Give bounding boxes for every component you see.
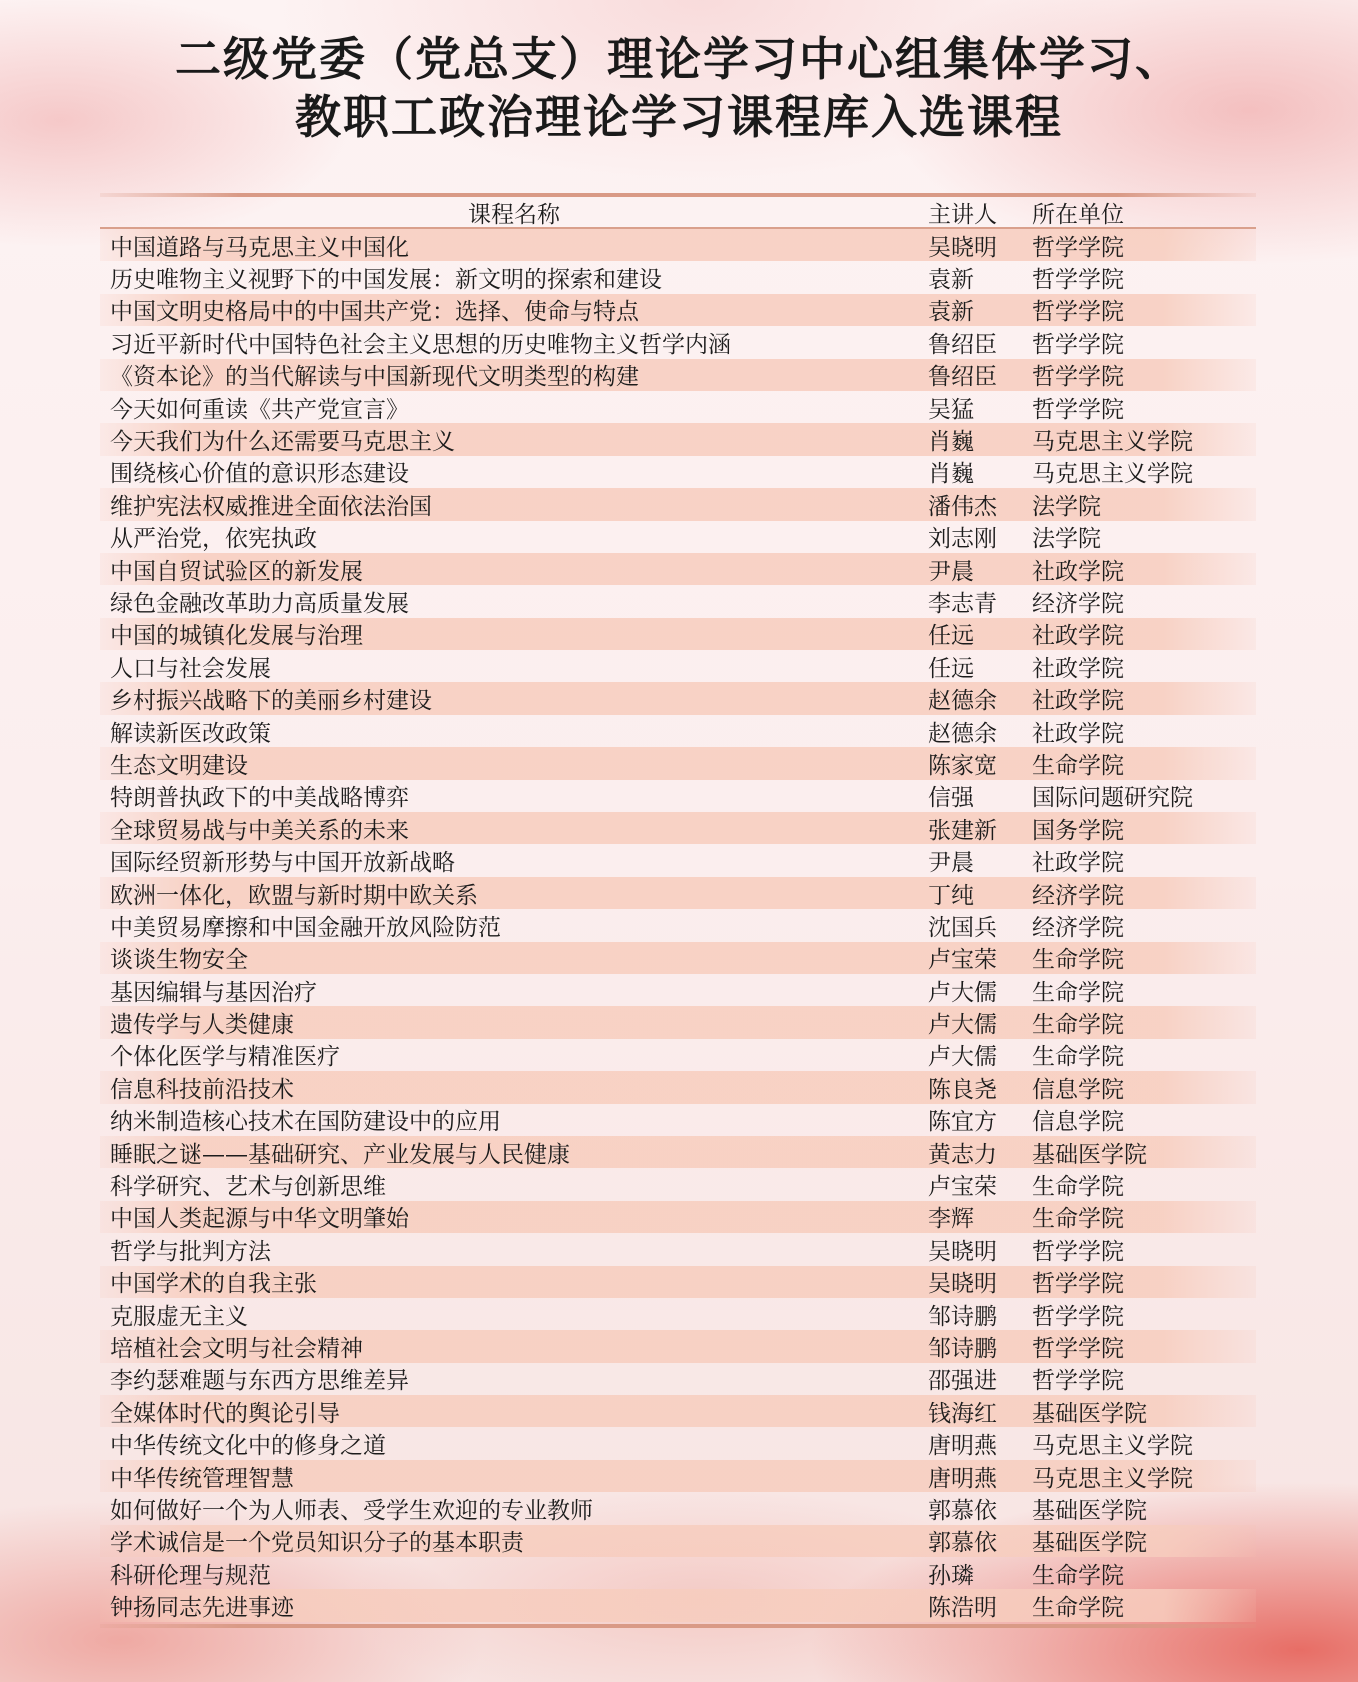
table-row [100,650,1256,682]
lecturer-cell: 孙璘 [928,1562,974,1589]
lecturer-cell: 鲁绍臣 [928,331,997,358]
table-row [100,1363,1256,1395]
table-row [100,326,1256,358]
lecturer-cell: 吴晓明 [928,1238,997,1265]
table-row [100,844,1256,876]
table-row [100,1525,1256,1557]
course-cell: 纳米制造核心技术在国防建设中的应用 [110,1109,501,1136]
unit-cell: 信息学院 [1032,1109,1124,1136]
unit-cell: 哲学学院 [1032,267,1124,294]
table-row [100,1395,1256,1427]
table-row [100,488,1256,520]
lecturer-cell: 邵强进 [928,1368,997,1395]
unit-cell: 哲学学院 [1032,364,1124,391]
table-row [100,780,1256,812]
course-cell: 全球贸易战与中美关系的未来 [110,817,409,844]
course-cell: 围绕核心价值的意识形态建设 [110,461,409,488]
course-cell: 克服虚无主义 [110,1303,248,1330]
unit-cell: 法学院 [1032,493,1101,520]
course-cell: 中国学术的自我主张 [110,1271,317,1298]
unit-cell: 哲学学院 [1032,1303,1124,1330]
header-unit: 所在单位 [1032,201,1124,228]
lecturer-cell: 卢大儒 [928,1044,997,1071]
course-cell: 中国人类起源与中华文明肇始 [110,1206,409,1233]
course-cell: 培植社会文明与社会精神 [110,1335,363,1362]
lecturer-cell: 任远 [928,655,974,682]
lecturer-cell: 郭慕依 [928,1497,997,1524]
lecturer-cell: 尹晨 [928,558,974,585]
unit-cell: 经济学院 [1032,591,1124,617]
table-row [100,1298,1256,1330]
course-cell: 国际经贸新形势与中国开放新战略 [110,850,455,877]
unit-cell: 基础医学院 [1032,1141,1147,1168]
table-row [100,294,1256,326]
table-row [100,1136,1256,1168]
lecturer-cell: 信强 [928,785,974,812]
course-cell: 习近平新时代中国特色社会主义思想的历史唯物主义哲学内涵 [110,331,731,358]
lecturer-cell: 陈良尧 [928,1076,997,1103]
table-row [100,456,1256,488]
title-line-2: 教职工政治理论学习课程库入选课程 [295,90,1063,144]
course-cell: 中华传统文化中的修身之道 [110,1433,386,1460]
unit-cell: 生命学院 [1032,1012,1124,1039]
table-row [100,747,1256,779]
lecturer-cell: 李辉 [928,1206,974,1233]
table-row [100,812,1256,844]
lecturer-cell: 潘伟杰 [928,493,997,520]
table-row [100,261,1256,293]
header-lecturer: 主讲人 [928,201,997,228]
lecturer-cell: 袁新 [928,299,974,326]
course-cell: 中华传统管理智慧 [110,1465,294,1492]
course-cell: 人口与社会发展 [110,655,271,682]
table-row [100,1104,1256,1136]
lecturer-cell: 赵德余 [928,688,997,715]
unit-cell: 社政学院 [1032,558,1124,585]
course-cell: 哲学与批判方法 [110,1238,271,1265]
unit-cell: 生命学院 [1032,979,1124,1006]
course-cell: 科学研究、艺术与创新思维 [110,1174,386,1201]
lecturer-cell: 陈浩明 [928,1595,997,1622]
course-cell: 学术诚信是一个党员知识分子的基本职责 [110,1530,524,1557]
unit-cell: 生命学院 [1032,1595,1124,1622]
unit-cell: 社政学院 [1032,850,1124,877]
course-cell: 谈谈生物安全 [110,947,248,974]
lecturer-cell: 吴晓明 [928,1271,997,1298]
unit-cell: 法学院 [1032,526,1101,553]
table-row [100,1233,1256,1265]
unit-cell: 国务学院 [1032,817,1124,844]
table-row [100,585,1256,617]
lecturer-cell: 赵德余 [928,720,997,747]
lecturer-cell: 邹诗鹏 [928,1335,997,1362]
table-row [100,1589,1256,1621]
unit-cell: 马克思主义学院 [1032,461,1193,488]
lecturer-cell: 唐明燕 [928,1465,997,1492]
table-body [100,229,1256,1622]
title-line-1: 二级党委（党总支）理论学习中心组集体学习、 [175,32,1183,86]
table-row [100,553,1256,585]
unit-cell: 基础医学院 [1032,1530,1147,1557]
course-cell: 遗传学与人类健康 [110,1012,294,1039]
course-cell: 从严治党，依宪执政 [110,526,317,553]
course-cell: 李约瑟难题与东西方思维差异 [110,1368,409,1395]
table-bottom-rule [100,1624,1256,1628]
lecturer-cell: 卢宝荣 [928,1174,997,1201]
unit-cell: 生命学院 [1032,1174,1124,1201]
table-row [100,909,1256,941]
table-row [100,391,1256,423]
lecturer-cell: 李志青 [928,591,997,617]
course-cell: 欧洲一体化，欧盟与新时期中欧关系 [110,882,478,909]
unit-cell: 哲学学院 [1032,234,1124,261]
lecturer-cell: 刘志刚 [928,526,997,553]
lecturer-cell: 张建新 [928,817,997,844]
lecturer-cell: 任远 [928,623,974,650]
table-row [100,359,1256,391]
lecturer-cell: 郭慕依 [928,1530,997,1557]
unit-cell: 经济学院 [1032,914,1124,941]
lecturer-cell: 鲁绍臣 [928,364,997,391]
course-cell: 生态文明建设 [110,752,248,779]
unit-cell: 社政学院 [1032,623,1124,650]
unit-cell: 马克思主义学院 [1032,1433,1193,1460]
table-row [100,942,1256,974]
course-cell: 如何做好一个为人师表、受学生欢迎的专业教师 [110,1497,593,1524]
course-cell: 个体化医学与精准医疗 [110,1044,340,1071]
unit-cell: 社政学院 [1032,720,1124,747]
course-cell: 维护宪法权威推进全面依法治国 [110,493,432,520]
lecturer-cell: 卢宝荣 [928,947,997,974]
course-cell: 中国自贸试验区的新发展 [110,558,363,585]
table-row [100,682,1256,714]
course-cell: 全媒体时代的舆论引导 [110,1400,340,1427]
lecturer-cell: 钱海红 [928,1400,997,1427]
table-row [100,521,1256,553]
unit-cell: 信息学院 [1032,1076,1124,1103]
unit-cell: 经济学院 [1032,882,1124,909]
unit-cell: 哲学学院 [1032,1238,1124,1265]
table-row [100,715,1256,747]
course-cell: 科研伦理与规范 [110,1562,271,1589]
unit-cell: 生命学院 [1032,752,1124,779]
table-row [100,1071,1256,1103]
table-row [100,423,1256,455]
lecturer-cell: 吴猛 [928,396,974,423]
table-row [100,1492,1256,1524]
lecturer-cell: 袁新 [928,267,974,294]
lecturer-cell: 唐明燕 [928,1433,997,1460]
course-cell: 信息科技前沿技术 [110,1076,294,1103]
course-cell: 基因编辑与基因治疗 [110,979,317,1006]
unit-cell: 社政学院 [1032,688,1124,715]
course-cell: 乡村振兴战略下的美丽乡村建设 [110,688,432,715]
unit-cell: 哲学学院 [1032,396,1124,423]
unit-cell: 生命学院 [1032,1562,1124,1589]
table-header-row [100,197,1256,229]
lecturer-cell: 陈家宽 [928,752,997,779]
table-row [100,1039,1256,1071]
course-cell: 解读新医改政策 [110,720,271,747]
table-row [100,618,1256,650]
lecturer-cell: 陈宜方 [928,1109,997,1136]
course-cell: 钟扬同志先进事迹 [110,1595,294,1622]
unit-cell: 哲学学院 [1032,1335,1124,1362]
course-cell: 中国的城镇化发展与治理 [110,623,363,650]
course-cell: 中国道路与马克思主义中国化 [110,234,409,261]
lecturer-cell: 丁纯 [928,882,974,909]
table-row [100,1460,1256,1492]
table-row [100,877,1256,909]
unit-cell: 生命学院 [1032,1044,1124,1071]
course-cell: 《资本论》的当代解读与中国新现代文明类型的构建 [110,364,639,391]
table-row [100,1427,1256,1459]
unit-cell: 基础医学院 [1032,1497,1147,1524]
course-cell: 特朗普执政下的中美战略博弈 [110,785,409,812]
course-cell: 中国文明史格局中的中国共产党：选择、使命与特点 [110,299,639,326]
table-row [100,1006,1256,1038]
course-cell: 中美贸易摩擦和中国金融开放风险防范 [110,914,501,941]
table-row [100,1168,1256,1200]
lecturer-cell: 肖巍 [928,429,974,456]
unit-cell: 社政学院 [1032,655,1124,682]
unit-cell: 哲学学院 [1032,331,1124,358]
lecturer-cell: 肖巍 [928,461,974,488]
unit-cell: 国际问题研究院 [1032,785,1193,812]
lecturer-cell: 沈国兵 [928,914,997,941]
unit-cell: 马克思主义学院 [1032,429,1193,456]
table-row [100,1330,1256,1362]
lecturer-cell: 吴晓明 [928,234,997,261]
unit-cell: 哲学学院 [1032,1271,1124,1298]
unit-cell: 生命学院 [1032,947,1124,974]
table-row [100,1201,1256,1233]
course-table [100,193,1256,1628]
unit-cell: 哲学学院 [1032,1368,1124,1395]
course-cell: 今天我们为什么还需要马克思主义 [110,429,455,456]
lecturer-cell: 尹晨 [928,850,974,877]
unit-cell: 基础医学院 [1032,1400,1147,1427]
header-course: 课程名称 [468,201,560,228]
unit-cell: 马克思主义学院 [1032,1465,1193,1492]
course-cell: 睡眠之谜——基础研究、产业发展与人民健康 [110,1141,570,1168]
table-row [100,229,1256,261]
table-row [100,1557,1256,1589]
lecturer-cell: 邹诗鹏 [928,1303,997,1330]
lecturer-cell: 卢大儒 [928,979,997,1006]
lecturer-cell: 黄志力 [928,1141,997,1168]
course-cell: 今天如何重读《共产党宣言》 [110,396,409,423]
page-title [0,30,1358,146]
course-cell: 绿色金融改革助力高质量发展 [110,591,409,617]
unit-cell: 生命学院 [1032,1206,1124,1233]
course-cell: 历史唯物主义视野下的中国发展：新文明的探索和建设 [110,267,662,294]
lecturer-cell: 卢大儒 [928,1012,997,1039]
table-row [100,974,1256,1006]
unit-cell: 哲学学院 [1032,299,1124,326]
table-row [100,1266,1256,1298]
